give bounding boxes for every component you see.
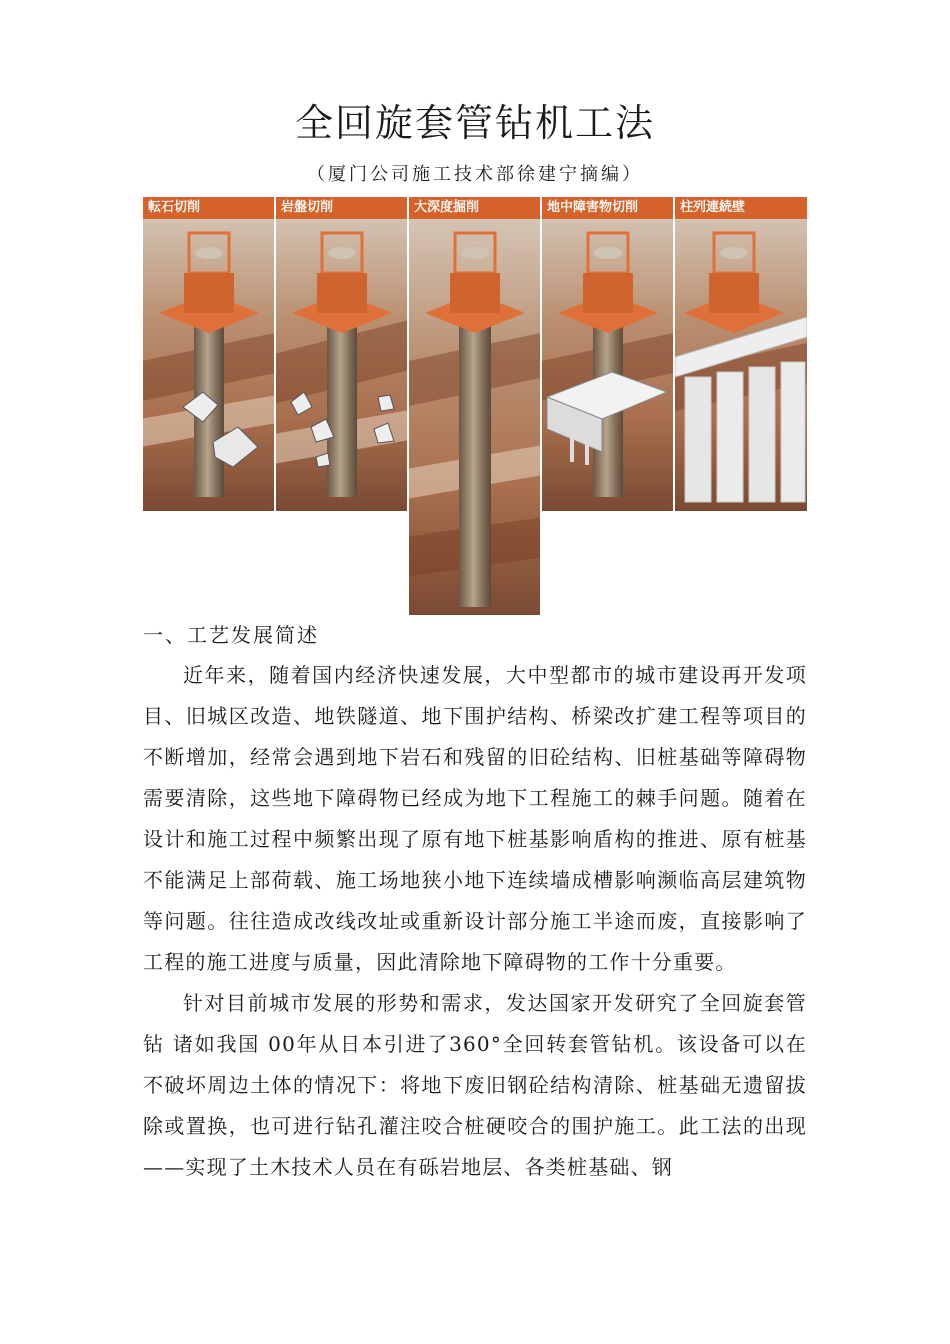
method-illustration bbox=[143, 197, 807, 615]
illustration-panel-rock-cutting bbox=[276, 197, 407, 511]
illustration-panel-boulder-cutting bbox=[143, 197, 274, 511]
section-body bbox=[143, 655, 807, 1188]
section-heading: 一、工艺发展简述 bbox=[143, 623, 319, 647]
page-subtitle: （厦门公司施工技术部徐建宁摘编） bbox=[307, 164, 643, 185]
page-title: 全回旋套管钻机工法 bbox=[294, 101, 655, 145]
pile-wall-icon bbox=[675, 317, 807, 507]
panel-label: 柱列連続壁 bbox=[675, 197, 807, 219]
drilling-rig-icon bbox=[675, 223, 794, 343]
paragraph: 针对目前城市发展的形势和需求，发达国家开发研究了全回旋套管钻 诸如我国 00年从日本引进了360°全回转套管钻机。该设备可以在不破坏周边土体的情况下：将地下废旧钢砼结构清除、桩基础无遗留拔除或置换，也可进行钻孔灌注咬合桩硬咬合的围护施工。此工法的出现——实现了土木技术人员在有砾岩地层、各类桩基础、钢 bbox=[143, 991, 807, 1179]
drilling-rig-icon bbox=[548, 223, 668, 343]
panel-label: 大深度掘削 bbox=[409, 197, 540, 219]
concrete-block-icon bbox=[542, 337, 673, 467]
illustration-panel-continuous-pile-wall bbox=[675, 197, 807, 511]
panel-label: 地中障害物切削 bbox=[542, 197, 673, 219]
boulder-icon bbox=[173, 387, 263, 477]
drilling-rig-icon bbox=[149, 223, 269, 343]
drilling-rig-icon bbox=[282, 223, 402, 343]
drilling-rig-icon bbox=[415, 223, 535, 343]
panel-label: 転石切削 bbox=[143, 197, 274, 219]
illustration-panel-deep-excavation bbox=[409, 197, 540, 615]
rock-fragment-icon bbox=[286, 387, 401, 477]
paragraph: 近年来，随着国内经济快速发展，大中型都市的城市建设再开发项目、旧城区改造、地铁隧道、地下围护结构、桥梁改扩建工程等项目的不断增加，经常会遇到地下岩石和残留的旧砼结构、旧桩基础等障碍物需要清除，这些地下障碍物已经成为地下工程施工的棘手问题。随着在设计和施工过程中频繁出现了原有地下桩基影响盾构的推进、原有桩基不能满足上部荷载、施工场地狭小地下连续墙成槽影响濒临高层建筑物等问题。往往造成改线改址或重新设计部分施工半途而废，直接影响了工程的施工进度与质量，因此清除地下障碍物的工作十分重要。 bbox=[143, 663, 807, 974]
illustration-panel-obstacle-cutting bbox=[542, 197, 673, 511]
panel-label: 岩盤切削 bbox=[276, 197, 407, 219]
casing-pipe bbox=[459, 307, 491, 607]
